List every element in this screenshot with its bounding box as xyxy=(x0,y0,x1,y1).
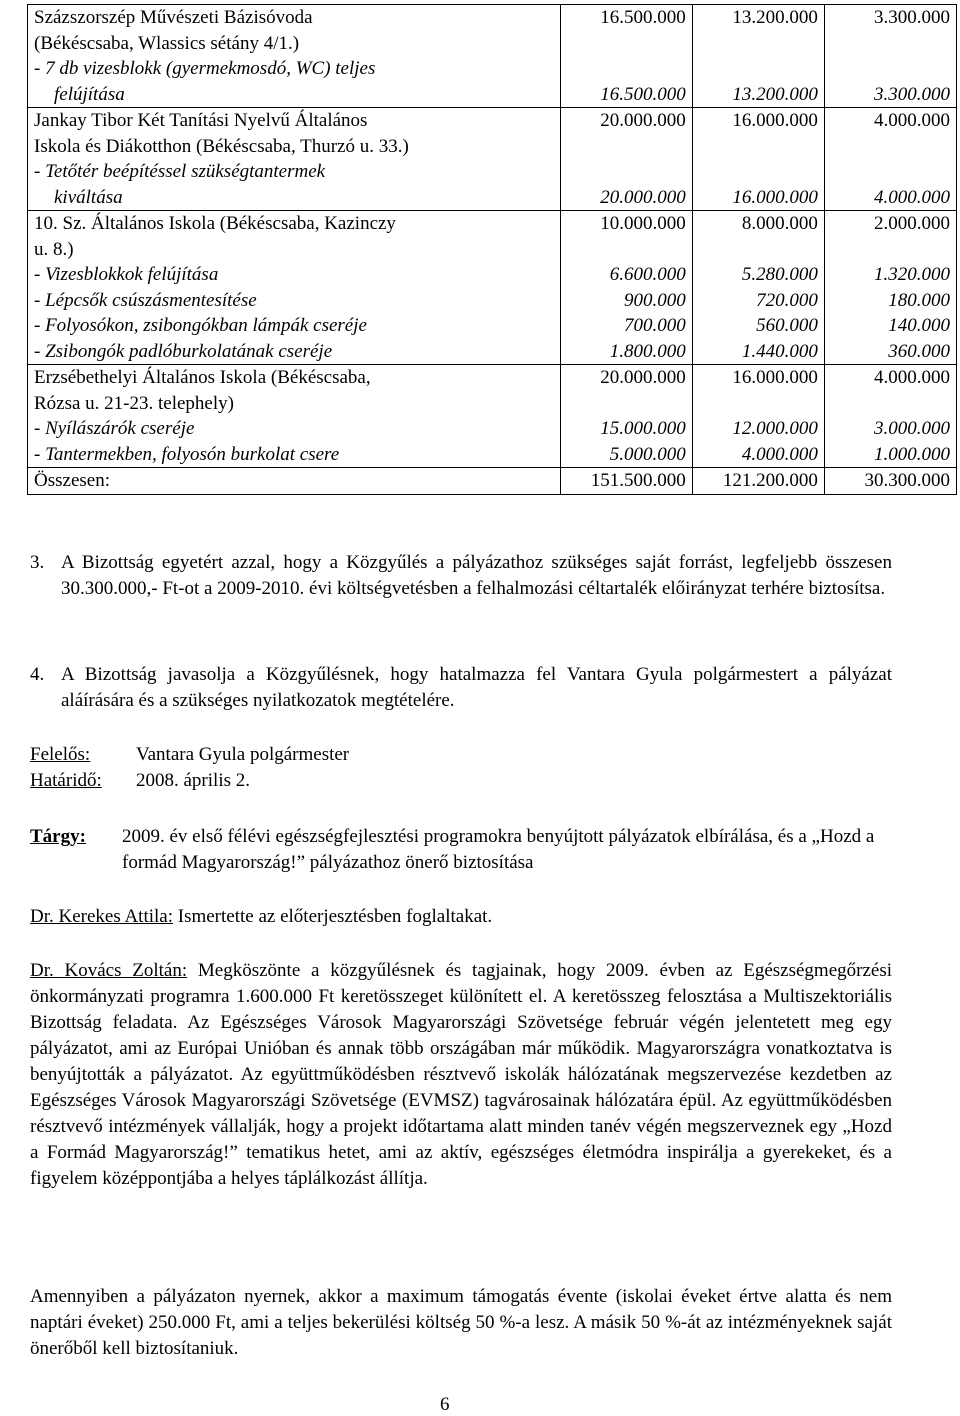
total-cost-sum xyxy=(560,468,692,495)
spacer xyxy=(567,31,686,57)
own-funds-cell xyxy=(824,108,956,211)
work-item-amount: 16.000.000 xyxy=(732,186,818,208)
amount: 16.000.000 xyxy=(732,110,818,131)
work-item-line: - Vizesblokkok felújítása xyxy=(34,264,219,285)
total-cost-cell xyxy=(560,211,692,365)
spacer xyxy=(699,134,818,160)
table-row xyxy=(28,5,957,108)
kovacs-text: Megköszönte a közgyűlésnek és tagjainak, hogy 2009. évben az Egészségmegőrzési önkormányzati programra 1.600.000 Ft keretösszeget különített el. A keretösszeg felosztása a Multiszektoriális Bizottság feladata. Az Egészséges Városok Magyarországi Szövetsége február végén jelentetett meg egy pályázatot, ami az Európai Unióban és annak több országában már működik. Magyarországra vonatkoztatva is benyújtották a pályázatot. Az együttműködésben résztvevő iskolák hálózatának megszervezése kezdetben az Egészséges Városok Magyarországi Szövetsége (EVMSZ) tagvárosainak hálózatára épül. Az együttműködésben résztvevő intézmények vállalják, hogy a projekt időtartama alatt minden tanév végén megszerveznek egy „Hozd a Formád Magyarország!” tematikus hetet, ami az aktív, egészséges életmódra inspirálja a gyerekeket, és a figyelem középpontjába a helyes táplálkozást állítja. xyxy=(30,960,892,1189)
grant-cell xyxy=(692,211,824,365)
spacer xyxy=(699,56,818,82)
amount: 16.000.000 xyxy=(732,367,818,388)
deadline-label: Határidő: xyxy=(30,770,102,791)
total-amount: 30.300.000 xyxy=(864,470,950,491)
spacer xyxy=(831,134,950,160)
work-item-amount: 13.200.000 xyxy=(732,83,818,105)
budget-table xyxy=(27,4,957,495)
subject-text: 2009. év első félévi egészségfejlesztési programokra benyújtott pályázatok elbírálása, és a „Hozd a formád Magyarország!” pályázathoz önerő biztosítása xyxy=(122,826,875,873)
paragraph-4-text: A Bizottság javasolja a Közgyűlésnek, hogy hatalmazza fel Vantara Gyula polgármestert a pályázat aláírására és a szükséges nyilatkozatok megtételére. xyxy=(61,664,892,711)
institution-name-line: Iskola és Diákotthon (Békéscsaba, Thurzó u. 33.) xyxy=(34,135,409,157)
institution-cell xyxy=(28,365,561,468)
work-item-amount: 180.000 xyxy=(888,289,950,311)
paragraph-3 xyxy=(30,550,892,602)
work-item-amount: 20.000.000 xyxy=(600,186,686,208)
own-funds-cell xyxy=(824,5,956,108)
paragraph-4-number: 4. xyxy=(30,664,45,685)
work-item-amount: 3.000.000 xyxy=(874,418,950,439)
work-item-amount: 700.000 xyxy=(624,315,686,336)
total-cost-cell xyxy=(560,365,692,468)
institution-name-line: Rózsa u. 21-23. telephely) xyxy=(34,392,234,414)
amount: 8.000.000 xyxy=(741,213,818,234)
amount: 16.500.000 xyxy=(600,7,686,28)
total-row xyxy=(28,468,957,495)
spacer xyxy=(699,159,818,185)
amount: 3.300.000 xyxy=(874,7,950,28)
work-item-amount: 560.000 xyxy=(756,315,818,336)
spacer xyxy=(831,391,950,417)
institution-cell xyxy=(28,5,561,108)
grant-cell xyxy=(692,108,824,211)
work-item-amount: 15.000.000 xyxy=(600,418,686,439)
amount: 2.000.000 xyxy=(874,213,950,234)
spacer xyxy=(699,391,818,417)
work-item-amount: 900.000 xyxy=(624,289,686,311)
work-item-line: - Tetőtér beépítéssel szükségtantermek xyxy=(34,161,326,182)
work-item-amount: 5.000.000 xyxy=(609,443,686,465)
kovacs-paragraph xyxy=(30,958,892,1192)
work-item-amount: 1.000.000 xyxy=(874,443,950,465)
amount: 4.000.000 xyxy=(874,367,950,388)
work-item-amount: 6.600.000 xyxy=(609,264,686,285)
spacer xyxy=(831,237,950,263)
work-item-amount: 1.440.000 xyxy=(741,340,818,362)
institution-name-line: (Békéscsaba, Wlassics sétány 4/1.) xyxy=(34,32,300,54)
work-item-amount: 720.000 xyxy=(756,289,818,311)
grant-cell xyxy=(692,5,824,108)
spacer xyxy=(699,31,818,57)
work-item-line: - 7 db vizesblokk (gyermekmosdó, WC) teljes xyxy=(34,58,376,79)
amount: 10.000.000 xyxy=(600,213,686,234)
work-item-amount: 1.800.000 xyxy=(609,340,686,362)
final-paragraph xyxy=(30,1284,892,1362)
table-row xyxy=(28,365,957,468)
institution-name-line: u. 8.) xyxy=(34,238,74,260)
work-item-amount: 140.000 xyxy=(888,315,950,336)
spacer xyxy=(831,31,950,57)
work-item-amount: 12.000.000 xyxy=(732,418,818,439)
subject-label: Tárgy: xyxy=(30,826,86,847)
spacer xyxy=(831,159,950,185)
institution-name-line: Jankay Tibor Két Tanítási Nyelvű Általános xyxy=(34,110,368,131)
total-cost-cell xyxy=(560,5,692,108)
own-funds-cell xyxy=(824,365,956,468)
amount: 20.000.000 xyxy=(600,110,686,131)
amount: 4.000.000 xyxy=(874,110,950,131)
table-row xyxy=(28,108,957,211)
work-item-line: - Nyílászárók cseréje xyxy=(34,418,195,439)
paragraph-3-text: A Bizottság egyetért azzal, hogy a Közgyűlés a pályázathoz szükséges saját forrást, legfeljebb összesen 30.300.000,- Ft-ot a 2009-2010. évi költségvetésben a felhalmozási céltartalék előirányzat terhére biztosítsa. xyxy=(61,552,892,599)
spacer xyxy=(699,237,818,263)
work-item-amount: 4.000.000 xyxy=(741,443,818,465)
deadline-value: 2008. április 2. xyxy=(136,770,250,791)
work-item-amount: 16.500.000 xyxy=(600,83,686,105)
spacer xyxy=(567,56,686,82)
paragraph-3-number: 3. xyxy=(30,552,45,573)
own-funds-cell xyxy=(824,211,956,365)
work-item-line: kiváltása xyxy=(54,186,123,208)
table-row xyxy=(28,211,957,365)
institution-name-line: Erzsébethelyi Általános Iskola (Békéscsaba, xyxy=(34,367,371,388)
final-text: Amennyiben a pályázaton nyernek, akkor a maximum támogatás évente (iskolai éveket értve alatta és nem naptári éveket) 250.000 Ft, ami a teljes bekerülési költség 50 %-a lesz. A másik 50 %-át az intézményeknek saját önerőből kell biztosítaniuk. xyxy=(30,1286,892,1359)
responsible-value: Vantara Gyula polgármester xyxy=(136,744,350,765)
kerekes-text: Ismertette az előterjesztésben foglaltakat. xyxy=(177,906,493,927)
work-item-amount: 1.320.000 xyxy=(874,264,950,285)
work-item-amount: 5.280.000 xyxy=(741,264,818,285)
kerekes-line xyxy=(30,904,492,930)
grant-sum xyxy=(692,468,824,495)
total-label: Összesen: xyxy=(34,470,110,491)
work-item-amount: 4.000.000 xyxy=(874,186,950,208)
deadline-line xyxy=(30,768,250,794)
work-item-line: - Lépcsők csúszásmentesítése xyxy=(34,289,257,311)
total-amount: 121.200.000 xyxy=(722,470,818,491)
work-item-amount: 3.300.000 xyxy=(874,83,950,105)
institution-cell xyxy=(28,108,561,211)
spacer xyxy=(567,159,686,185)
grant-cell xyxy=(692,365,824,468)
amount: 13.200.000 xyxy=(732,7,818,28)
kerekes-name: Dr. Kerekes Attila: xyxy=(30,906,173,927)
spacer xyxy=(831,56,950,82)
work-item-line: - Zsibongók padlóburkolatának cseréje xyxy=(34,340,333,362)
kovacs-name: Dr. Kovács Zoltán: xyxy=(30,960,188,981)
paragraph-4 xyxy=(30,662,892,714)
institution-name-line: Százszorszép Művészeti Bázisóvoda xyxy=(34,7,313,28)
own-funds-sum xyxy=(824,468,956,495)
page-number: 6 xyxy=(440,1394,450,1415)
work-item-line: - Tantermekben, folyosón burkolat csere xyxy=(34,443,340,465)
work-item-line: felújítása xyxy=(54,83,125,105)
spacer xyxy=(567,237,686,263)
total-amount: 151.500.000 xyxy=(590,470,686,491)
total-label-cell xyxy=(28,468,561,495)
responsible-label: Felelős: xyxy=(30,744,91,765)
total-cost-cell xyxy=(560,108,692,211)
responsible-line xyxy=(30,742,349,768)
work-item-line: - Folyosókon, zsibongókban lámpák cseréje xyxy=(34,315,367,336)
spacer xyxy=(567,391,686,417)
work-item-amount: 360.000 xyxy=(888,340,950,362)
amount: 20.000.000 xyxy=(600,367,686,388)
spacer xyxy=(567,134,686,160)
institution-cell xyxy=(28,211,561,365)
subject xyxy=(30,824,892,876)
institution-name-line: 10. Sz. Általános Iskola (Békéscsaba, Kazinczy xyxy=(34,213,396,234)
